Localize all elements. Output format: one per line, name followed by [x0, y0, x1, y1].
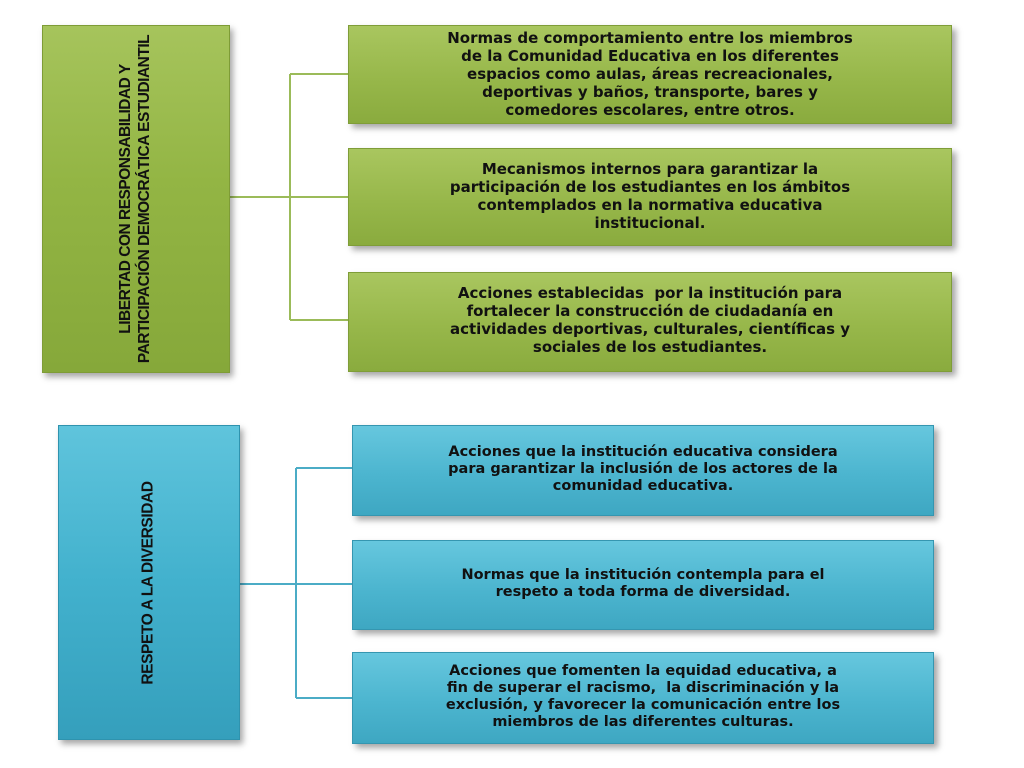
blue-item-text-2: [461, 567, 824, 601]
green-item-box-3: [348, 272, 952, 372]
green-main-box: [42, 25, 230, 373]
text-line: miembros de las diferentes culturas.: [492, 714, 794, 730]
blue-item-text-1: [448, 444, 838, 495]
text-line: comunidad educativa.: [552, 478, 734, 494]
text-line: deportivas y baños, transporte, bares y: [482, 82, 818, 101]
green-connectors: [230, 74, 348, 320]
text-line: Mecanismos internos para garantizar la: [481, 160, 819, 178]
green-main-title-line-2: PARTICIPACIÓN DEMOCRÁTICA ESTUDIANTIL: [136, 34, 153, 364]
text-line: exclusión, y favorecer la comunicación entre los: [445, 697, 841, 713]
text-line: Acciones establecidas por la institución para: [457, 284, 843, 302]
blue-main-title: [140, 481, 159, 684]
green-item-text-3: [450, 284, 850, 356]
text-line: participación de los estudiantes en los ámbitos: [449, 178, 851, 196]
blue-main-box: [58, 425, 240, 740]
text-line: fortalecer la construcción de ciudadanía en: [466, 302, 834, 320]
blue-connectors: [240, 468, 352, 698]
blue-item-box-3: [352, 652, 934, 744]
blue-item-text-3: [446, 663, 840, 731]
text-line: Normas que la institución contempla para el: [461, 567, 825, 583]
green-item-box-1: [348, 25, 952, 124]
text-line: fin de superar el racismo, la discriminación y la: [446, 680, 840, 696]
blue-item-box-1: [352, 425, 934, 516]
blue-main-title-line-1: RESPETO A LA DIVERSIDAD: [139, 480, 157, 685]
text-line: Normas de comportamiento entre los miembros: [447, 28, 853, 47]
green-item-text-2: [450, 160, 850, 232]
text-line: respeto a toda forma de diversidad.: [495, 584, 791, 600]
text-line: Acciones que la institución educativa considera: [448, 444, 838, 460]
green-main-title-line-1: LIBERTAD CON RESPONSABILIDAD Y: [117, 64, 135, 334]
text-line: actividades deportivas, culturales, científicas y: [449, 320, 851, 338]
green-main-title: [117, 35, 155, 363]
text-line: institucional.: [594, 214, 706, 232]
text-line: comedores escolares, entre otros.: [505, 100, 795, 119]
text-line: de la Comunidad Educativa en los diferentes: [461, 46, 839, 65]
text-line: Acciones que fomenten la equidad educativa, a: [449, 663, 837, 679]
green-item-box-2: [348, 148, 952, 246]
text-line: sociales de los estudiantes.: [532, 338, 768, 356]
text-line: espacios como aulas, áreas recreacionales,: [467, 64, 833, 83]
blue-item-box-2: [352, 540, 934, 630]
text-line: contemplados en la normativa educativa: [477, 196, 823, 214]
text-line: para garantizar la inclusión de los actores de la: [448, 461, 838, 477]
green-item-text-1: [447, 29, 853, 119]
